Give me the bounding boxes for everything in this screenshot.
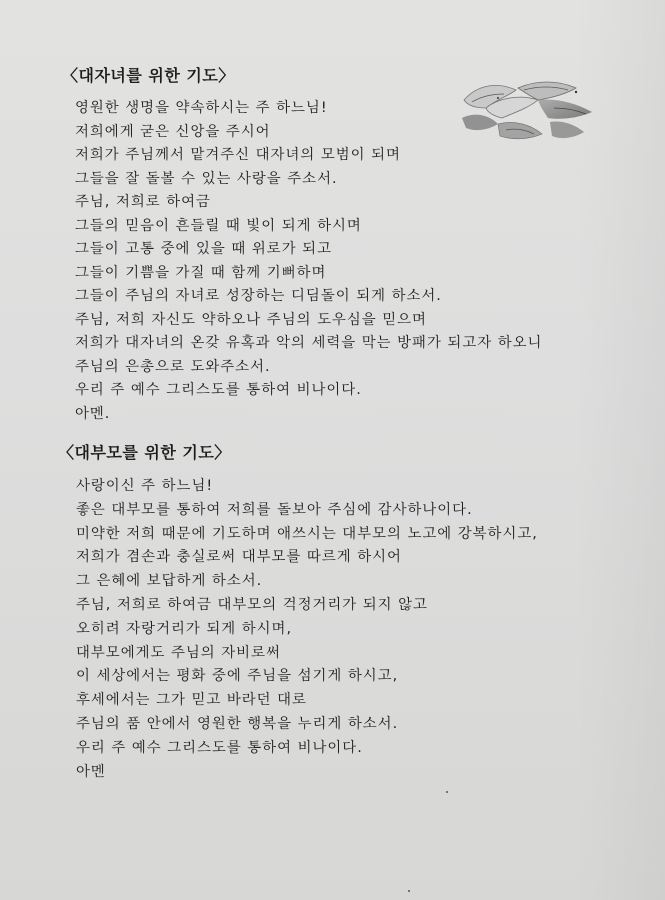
prayer-line: 주님의 은총으로 도와주소서. [75,358,271,375]
prayer-line: 그들이 고통 중에 있을 때 위로가 되고 [75,241,332,257]
prayer-line: 영원한 생명을 약속하시는 주 하느님! [75,100,328,116]
prayer-line: 저희에게 굳은 신앙을 주시어 [75,123,271,140]
prayer-line: 주님, 저희로 하여금 [75,194,211,210]
prayer-line: 그들을 잘 돌볼 수 있는 사랑을 주소서. [75,170,338,187]
prayer-line: 저희가 주님께서 맡겨주신 대자녀의 모범이 되며 [75,147,401,163]
prayer-line: 우리 주 예수 그리스도를 통하여 비나이다. [75,382,362,398]
prayer-line: 그들이 기쁨을 가질 때 함께 기뻐하며 [75,264,327,281]
prayer-line: 대부모에게도 주님의 자비로써 [76,644,281,661]
godchildren-prayer-text [75,97,542,426]
prayer-line: 사랑이신 주 하느님! [76,478,214,494]
paper-speck [408,890,410,892]
prayer-line: 그들의 믿음이 흔들릴 때 빛이 되게 하시며 [75,217,362,234]
prayer-line: 저희가 겸손과 충실로써 대부모를 따르게 하시어 [76,549,402,566]
prayer-line: 아멘. [75,405,111,422]
prayer-line: 저희가 대자녀의 온갖 유혹과 악의 세력을 막는 방패가 되고자 하오니 [75,335,543,351]
prayer-line: 이 세상에서는 평화 중에 주님을 섬기게 하시고, [76,668,399,685]
godparents-prayer-title: 〈대부모를 위한 기도〉 [58,443,231,462]
paper-speck [446,791,448,793]
prayer-line: 우리 주 예수 그리스도를 통하여 비나이다. [76,739,363,756]
godchildren-prayer-title: 〈대자녀를 위한 기도〉 [62,66,235,85]
prayer-line: 그 은혜에 보답하게 하소서. [76,573,263,590]
prayer-line: 미약한 저희 때문에 기도하며 애쓰시는 대부모의 노고에 강복하시고, [76,525,538,542]
godparents-prayer-text [76,475,538,784]
prayer-line: 주님, 저희로 하여금 대부모의 걱정거리가 되지 않고 [76,596,428,613]
prayer-line: 오히려 자랑거리가 되게 하시며, [76,620,293,637]
prayer-line: 그들이 주님의 자녀로 성장하는 디딤돌이 되게 하소서. [75,288,442,304]
prayer-line: 후세에서는 그가 믿고 바라던 대로 [76,692,307,709]
prayer-line: 아멘 [76,763,106,780]
prayer-line: 주님, 저희 자신도 약하오나 주님의 도우심을 믿으며 [75,311,427,328]
prayer-line: 좋은 대부모를 통하여 저희를 돌보아 주심에 감사하나이다. [76,501,473,518]
prayer-line: 주님의 품 안에서 영원한 행복을 누리게 하소서. [76,715,399,732]
